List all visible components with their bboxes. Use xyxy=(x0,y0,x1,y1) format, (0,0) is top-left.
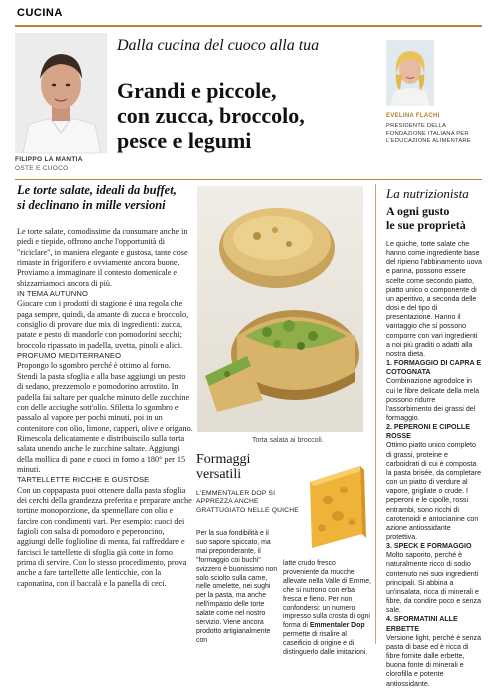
sidebar-column-1 xyxy=(196,530,278,646)
article-intro: Le torte salate, comodissime da consumare anche in piedi e tiepide, offrono anche l'opportunità di "riciclare", in maniera elegante e gustosa, tante cose rimaste in frigorifero e ovviamente ancora buone. Proviamo a immaginare il contesto domenicale e sbizzarriamoci ancora di più. xyxy=(17,227,188,288)
sidebar-text-part: permette di risalire al caseificio di origine e di distinguerlo dalle imitazioni. xyxy=(283,631,368,657)
item-text: Combinazione agrodolce in cui le fibre delicate della mela possono ridurre l'assorbimento dei grassi del formaggio. xyxy=(386,377,480,422)
sidebar-column-2 xyxy=(283,560,371,658)
expert-name: EVELINA FLACHI xyxy=(386,113,440,119)
sidebar-text-bold: Emmentaler Dop xyxy=(309,622,365,630)
article-title-line: Le torte salate, ideali da buffet, xyxy=(17,183,177,197)
sidebar-text: Per la sua fondibilità e il suo sapore spiccato, ma mai preponderante, il "formaggio coi buchi" svizzero è buonissimo non solo sciolto sulla carne, nelle omelette, nei sughi per la pasta, ma anche nell'impasto delle torte salate come nel nostro servizio. Viene ancora prodotto artigianalmente con xyxy=(196,530,278,644)
nutritionist-title-line: le sue proprietà xyxy=(386,217,466,232)
subheading: IN TEMA AUTUNNO xyxy=(17,289,88,299)
item-text: Ottimo piatto unico completo di grassi, proteine e carboidrati di cui è composta la pasta brisée, da completare con un piatto di verdure al vapore, grigliate o crude. I peperoni e le cipolle, rossi entrambi, sono ricchi di carotenoidi e antocianine con azione antiossidante protettiva. xyxy=(386,441,482,541)
article-title xyxy=(17,183,187,213)
column-divider xyxy=(375,184,376,644)
sidebar-text xyxy=(283,560,371,658)
item-heading: 2. PEPERONI E CIPOLLE ROSSE xyxy=(386,423,470,441)
article-body xyxy=(17,227,193,589)
headline-line: Grandi e piccole, xyxy=(117,78,277,103)
nutritionist-title-line: A ogni gusto xyxy=(386,204,450,218)
item-text: Molto saporito, perché è naturalmente ricco di sodio contenuto nei suoi ingredienti principali. Si abbina a un'insalata, ricca di minerali e fibre, da condire poco e senza sale. xyxy=(386,551,482,615)
section-divider xyxy=(15,179,482,180)
headline xyxy=(117,78,357,153)
section-label: CUCINA xyxy=(17,7,63,19)
sidebar-subtitle: L'EMMENTALER DOP SI APPREZZA ANCHE GRATTUGIATO NELLE QUICHE xyxy=(196,490,299,514)
sidebar-title-line: versatili xyxy=(196,467,242,482)
nutritionist-body xyxy=(386,240,482,689)
nutritionist-header: La nutrizionista xyxy=(386,186,469,201)
photo-caption: Torta salata ai broccoli. xyxy=(252,437,324,444)
article-paragraph: Con un coppapasta puoi ottenere dalla pasta sfoglia dei cerchi della grandezza preferita e preparare anche tortine monoporzione, da spennellare con olio e farcire con condimenti vari. Per esempio: cuoci dei fagioli con salsa di pomodoro e peperoncino, aggiungi delle foglioline di menta, fai raffreddare e farcisci le tartellette di sfoglia già cotte in forno prima di servire. Con lo stesso procedimento, prova anche a fare tartellette alle lenticchie, con la caponatina, con il baccalà e la panella di ceci. xyxy=(17,485,192,588)
cheese-wedge-image xyxy=(300,460,368,552)
nutritionist-intro: Le quiche, torte salate che hanno come ingrediente base del ripieno l'abbinamento uova e panna, possono essere scelte come secondo piatto, piatto unico o componente di un aperitivo, a seconda delle dosi e del tipo di presentazione. Hanno il vantaggio che si possono comporre con vari ingredienti a noi più graditi o adatti alla nostra dieta. xyxy=(386,240,483,358)
chef-name: FILIPPO LA MANTIA xyxy=(15,156,83,163)
chef-role: OSTE E CUOCO xyxy=(15,165,69,172)
sidebar-title xyxy=(196,452,250,482)
expert-role: PRESIDENTE DELLA FONDAZIONE ITALIANA PER L'EDUCAZIONE ALIMENTARE xyxy=(386,123,471,145)
item-heading: 1. FORMAGGIO DI CAPRA E COTOGNATA xyxy=(386,359,482,377)
article-title-line: si declinano in mille versioni xyxy=(17,198,166,212)
item-heading: 3. SPECK E FORMAGGIO xyxy=(386,542,472,551)
headline-line: pesce e legumi xyxy=(117,128,252,153)
subheading: TARTELLETTE RICCHE E GUSTOSE xyxy=(17,475,150,485)
nutritionist-title xyxy=(386,205,486,232)
item-heading: 4. SFORMATINI ALLE ERBETTE xyxy=(386,615,458,633)
quiche-photo xyxy=(197,186,363,432)
chef-portrait xyxy=(15,33,107,153)
article-paragraph: Giocare con i prodotti di stagione è una regola che paga sempre, quindi, da amante di zucca e broccolo, consiglio di provare due mix di ingredienti: zucca, patate e pesto di mandorle con pomodorini secchi; broccolo ripassato in padella, uvetta, pinoli e alici. xyxy=(17,299,189,350)
article-paragraph: Propongo lo sgombro perché è ottimo al forno. Stendi la pasta sfoglia e alla base aggiungi un pesto di sedano, prezzemolo e pomodorino arrostito. In padella fai saltare per qualche minuto delle zucchine con delle acciughe sott'olio. Sfiletta lo sgombro e passalo al vapore per pochi minuti, poi in un contenitore con olio, limone, capperi, olive e origano. Rimescola delicatamente e distribuiscilo sulla torta salata unendo anche le zucchine saltate. Aggiungi della mollica di pane e cuoci in forno a 180° per 15 minuti. xyxy=(17,361,193,474)
top-divider xyxy=(15,25,482,27)
sidebar-title-line: Formaggi xyxy=(196,452,251,467)
headline-line: con zucca, broccolo, xyxy=(117,103,305,128)
item-text: Versione light, perché è senza pasta di base ed è ricca di fibre fornite dalle erbette, buona fonte di minerali e clorofilla e potente antiossidante. xyxy=(386,633,482,688)
sidebar-text-part: latte crudo fresco proveniente da mucche allevate nella Valle di Emme, che si nutrono con erba fresca e fieno. Per non confondersi: un numero impresso sulla crosta di ogni forma di xyxy=(283,560,371,630)
article-kicker: Dalla cucina del cuoco alla tua xyxy=(117,37,320,54)
subheading: PROFUMO MEDITERRANEO xyxy=(17,351,122,361)
expert-portrait xyxy=(386,40,434,106)
